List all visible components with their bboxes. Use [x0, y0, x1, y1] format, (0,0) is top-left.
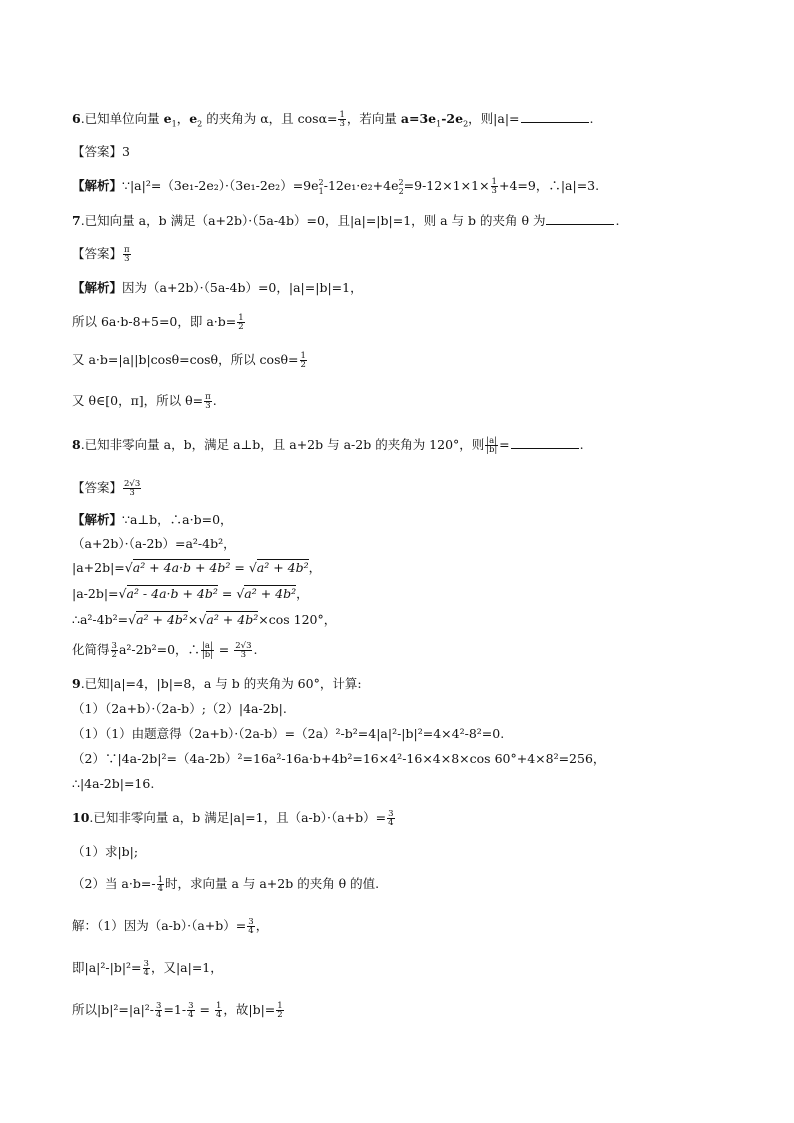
q8-analysis-4: |a-2b|=√a² - 4a·b + 4b² = √a² + 4b²，: [72, 586, 309, 601]
q8-analysis-4-lhs: |a-2b|=: [72, 586, 119, 601]
q9-text-b: （1）（2a+b）·（2a-b）;（2）|4a-2b|.: [72, 701, 287, 716]
q10-solution-3-text-b: =1-: [163, 1002, 187, 1017]
q7-answer-label: 【答案】: [72, 246, 123, 261]
q9-solution-1: [72, 726, 504, 742]
q8-analysis-3-radicand-a: a² + 4a·b + 4b²: [132, 560, 231, 575]
q8-analysis-3-eq: =: [230, 560, 249, 575]
q10-text-a: .已知非零向量 a，b 满足|a|=1，且（a-b）·（a+b）=: [89, 810, 387, 825]
q10-number: 10: [72, 810, 90, 825]
q8-number: 8: [72, 437, 81, 452]
q8-analysis-1: [72, 512, 233, 528]
q6-answer-label: 【答案】: [72, 144, 123, 159]
q10-question: [72, 810, 396, 826]
q10-part-1: [72, 844, 138, 860]
q7-answer-blank: [546, 212, 614, 225]
q8-answer-label: 【答案】: [72, 480, 123, 495]
q7-analysis-2-text: 所以 6a·b-8+5=0，即 a·b=: [72, 314, 237, 329]
q8-answer-blank: [511, 436, 579, 449]
q9-solution-2: [72, 751, 605, 767]
q10-solution-1-fraction: $\frac{3}{4}$: [248, 917, 254, 936]
q6-cos-fraction: $\frac{1}{3}$: [339, 110, 345, 129]
q8-answer: [72, 480, 142, 496]
q6-analysis-b: -12e₁·e₂+4e: [323, 178, 399, 193]
q7-text: .已知向量 a，b 满足（a+2b）·（5a-4b）=0，且|a|=|b|=1，则 a 与 b 的夹角 θ 为: [80, 213, 546, 228]
q10-solution-3-fraction-3: $\frac{1}{4}$: [215, 1001, 222, 1020]
q7-answer: [72, 246, 132, 262]
q8-analysis-3-end: ，: [308, 560, 322, 575]
q8-answer-fraction: $\frac{2√3}{3}$: [124, 479, 141, 498]
q8-ratio-fraction: $\frac{|a|}{|b|}$: [486, 436, 498, 455]
q7-answer-fraction: $\frac{\pi}{3}$: [124, 245, 130, 264]
q8-text-a: .已知非零向量 a，b，满足 a⊥b，且 a+2b 与 a-2b 的夹角为 120°，则: [80, 437, 485, 452]
q8-analysis-6-end: .: [253, 642, 258, 657]
q10-solution-1: [72, 918, 268, 934]
q10-solution-3-eq: =: [195, 1002, 214, 1017]
q8-analysis-6-text-b: a²-2b²=0，∴: [118, 642, 201, 657]
q8-analysis-label: 【解析】: [72, 512, 123, 527]
q7-analysis-4-text: 又 θ∈[0，π]，所以 θ=: [72, 393, 204, 408]
q10-solution-2-text-b: ，又|a|=1，: [150, 960, 223, 975]
q8-text-b: =: [499, 437, 510, 452]
q7-analysis-3-text: 又 a·b=|a||b|cosθ=cosθ，所以 cosθ=: [72, 352, 299, 367]
q7-analysis-3-fraction: $\frac{1}{2}$: [300, 351, 306, 370]
q8-analysis-3-radicand-b: a² + 4b²: [256, 560, 309, 575]
q8-analysis-5-end: ×cos 120°，: [258, 612, 337, 627]
q8-analysis-2-text: （a+2b）·（a-2b）=a²-4b²，: [72, 536, 236, 551]
q6-answer-blank: [521, 110, 589, 123]
q9-solution-3: [72, 776, 154, 792]
q6-e2: e: [189, 111, 198, 126]
q10-part-1-text: （1）求|b|;: [72, 844, 139, 859]
q6-number: 6: [72, 111, 81, 126]
q8-analysis-6-eq: =: [214, 642, 234, 657]
q7-analysis-3: [72, 352, 308, 368]
q9-text-a: .已知|a|=4，|b|=8，a 与 b 的夹角为 60°，计算:: [80, 676, 362, 691]
q8-analysis-3-lhs: |a+2b|=: [72, 560, 125, 575]
q6-text-d: -2e: [441, 111, 464, 126]
q10-fraction: $\frac{3}{4}$: [388, 809, 394, 828]
q6-question: 6.已知单位向量 $e_1$，$e_2$ 的夹角为 α，且 cosα= $\frac{1}{3}$ ，若向量 $a=3e_1-2e_2$，则|a|= .: [72, 110, 594, 129]
q10-solution-3: [72, 1002, 285, 1018]
q7-question: 7.已知向量 a，b 满足（a+2b）·（5a-4b）=0，且|a|=|b|=1，则 a 与 b 的夹角 θ 为 .: [72, 213, 620, 228]
q8-analysis-6-text-a: 化简得: [72, 642, 110, 657]
q10-solution-2: [72, 960, 223, 976]
q7-analysis-label: 【解析】: [72, 280, 123, 295]
q6-analysis: 【解析】$\because|a|^2=(3e_1-2e_2)\cdot(3e_1-2e_2)=9e^2_1-12e_1\cdot e_2+4e^2_2=9-12\times 1\times 1\times$ $\frac{1}{3}$ +4=9，∴|a|=3.: [72, 177, 600, 196]
q8-analysis-5-lhs: ∴a²-4b²=: [72, 612, 129, 627]
q10-part-2-text-a: （2）当 a·b=-: [72, 876, 156, 891]
q6-text-a: .已知单位向量: [80, 111, 164, 126]
q8-analysis-1-text: ∵a⊥b，∴a·b=0，: [122, 512, 233, 527]
q6-answer-value: 3: [122, 144, 130, 159]
q6-analysis-a: ∵|a|²=（3e₁-2e₂）·（3e₁-2e₂）=9e: [122, 178, 319, 193]
q8-analysis-2: [72, 536, 236, 552]
q6-analysis-fraction: $\frac{1}{3}$: [491, 177, 497, 196]
q7-analysis-2: [72, 314, 246, 330]
q8-analysis-3: |a+2b|=√a² + 4a·b + 4b² = √a² + 4b²，: [72, 560, 322, 575]
q9-solution-2-text: （2）∵|4a-2b|²=（4a-2b）²=16a²-16a·b+4b²=16×4²-16×4×8×cos 60°+4×8²=256，: [72, 751, 606, 766]
q8-analysis-6-ratio: $\frac{|a|}{|b|}$: [201, 641, 214, 660]
q6-text-e: ，则|a|=: [468, 111, 520, 126]
q8-question: 8.已知非零向量 a，b，满足 a⊥b，且 a+2b 与 a-2b 的夹角为 120°，则 $\frac{|a|}{|b|}$ = .: [72, 436, 584, 455]
q8-analysis-4-radicand-a: a² - 4a·b + 4b²: [126, 586, 218, 601]
q8-analysis-4-radicand-b: a² + 4b²: [244, 586, 297, 601]
q6-analysis-d: +4=9，∴|a|=3.: [498, 178, 600, 193]
q10-part-2: [72, 876, 379, 892]
q7-analysis-1: [72, 280, 363, 296]
q9-solution-1-text: （1）（1）由题意得（2a+b）·（2a-b）=（2a）²-b²=4|a|²-|b|²=4×4²-8²=0.: [72, 726, 505, 741]
q8-analysis-5-radicand-a: a² + 4b²: [136, 612, 188, 627]
q10-solution-3-text-a: 所以|b|²=|a|²-: [72, 1002, 155, 1017]
q10-solution-1-text-b: ，: [255, 918, 269, 933]
q7-analysis-4: 又 θ∈[0，π]，所以 θ= $\frac{\pi}{3}$ .: [72, 392, 217, 411]
q6-vec-a: a=3e: [400, 111, 437, 126]
q6-text-b: 的夹角为 α，且 cosα=: [202, 111, 338, 126]
q8-analysis-5-radicand-b: a² + 4b²: [206, 612, 259, 627]
q8-analysis-6: [72, 642, 257, 658]
q9-question: [72, 676, 362, 692]
q6-answer: [72, 144, 130, 160]
q9-number: 9: [72, 676, 81, 691]
q7-analysis-1-text: 因为（a+2b）·（5a-4b）=0，|a|=|b|=1，: [122, 280, 363, 295]
q10-solution-3-fraction-4: $\frac{1}{2}$: [277, 1001, 283, 1020]
q10-part-2-fraction: $\frac{1}{4}$: [157, 875, 163, 894]
q8-analysis-6-fraction-a: $\frac{3}{2}$: [111, 641, 117, 660]
q9-solution-3-text: ∴|4a-2b|=16.: [72, 776, 155, 791]
q7-analysis-4-fraction: $\frac{\pi}{3}$: [205, 392, 211, 411]
q10-solution-3-fraction-2: $\frac{3}{4}$: [188, 1001, 194, 1020]
q10-solution-1-text-a: 解：（1）因为（a-b）·（a+b）=: [72, 918, 247, 933]
q7-analysis-2-fraction: $\frac{1}{2}$: [238, 313, 244, 332]
q8-analysis-5-times: ×: [187, 612, 199, 627]
q8-analysis-6-value: $\frac{2√3}{3}$: [235, 641, 252, 660]
q10-solution-3-text-d: ，故|b|=: [223, 1002, 276, 1017]
q9-parts: [72, 701, 287, 717]
q10-solution-2-fraction: $\frac{3}{4}$: [143, 959, 149, 978]
q10-part-2-text-b: 时，求向量 a 与 a+2b 的夹角 θ 的值.: [164, 876, 380, 891]
q10-solution-2-text-a: 即|a|²-|b|²=: [72, 960, 142, 975]
q7-number: 7: [72, 213, 81, 228]
q6-e1: e: [163, 111, 172, 126]
q8-analysis-5: ∴a²-4b²=√a² + 4b²×√a² + 4b²×cos 120°，: [72, 612, 337, 627]
q6-text-c: ，若向量: [346, 111, 401, 126]
q8-analysis-4-end: ，: [296, 586, 309, 601]
q10-solution-3-fraction-1: $\frac{3}{4}$: [156, 1001, 162, 1020]
q6-analysis-label: 【解析】: [72, 178, 123, 193]
q6-analysis-c: =9-12×1×1×: [403, 178, 490, 193]
q8-analysis-4-eq: =: [217, 586, 237, 601]
